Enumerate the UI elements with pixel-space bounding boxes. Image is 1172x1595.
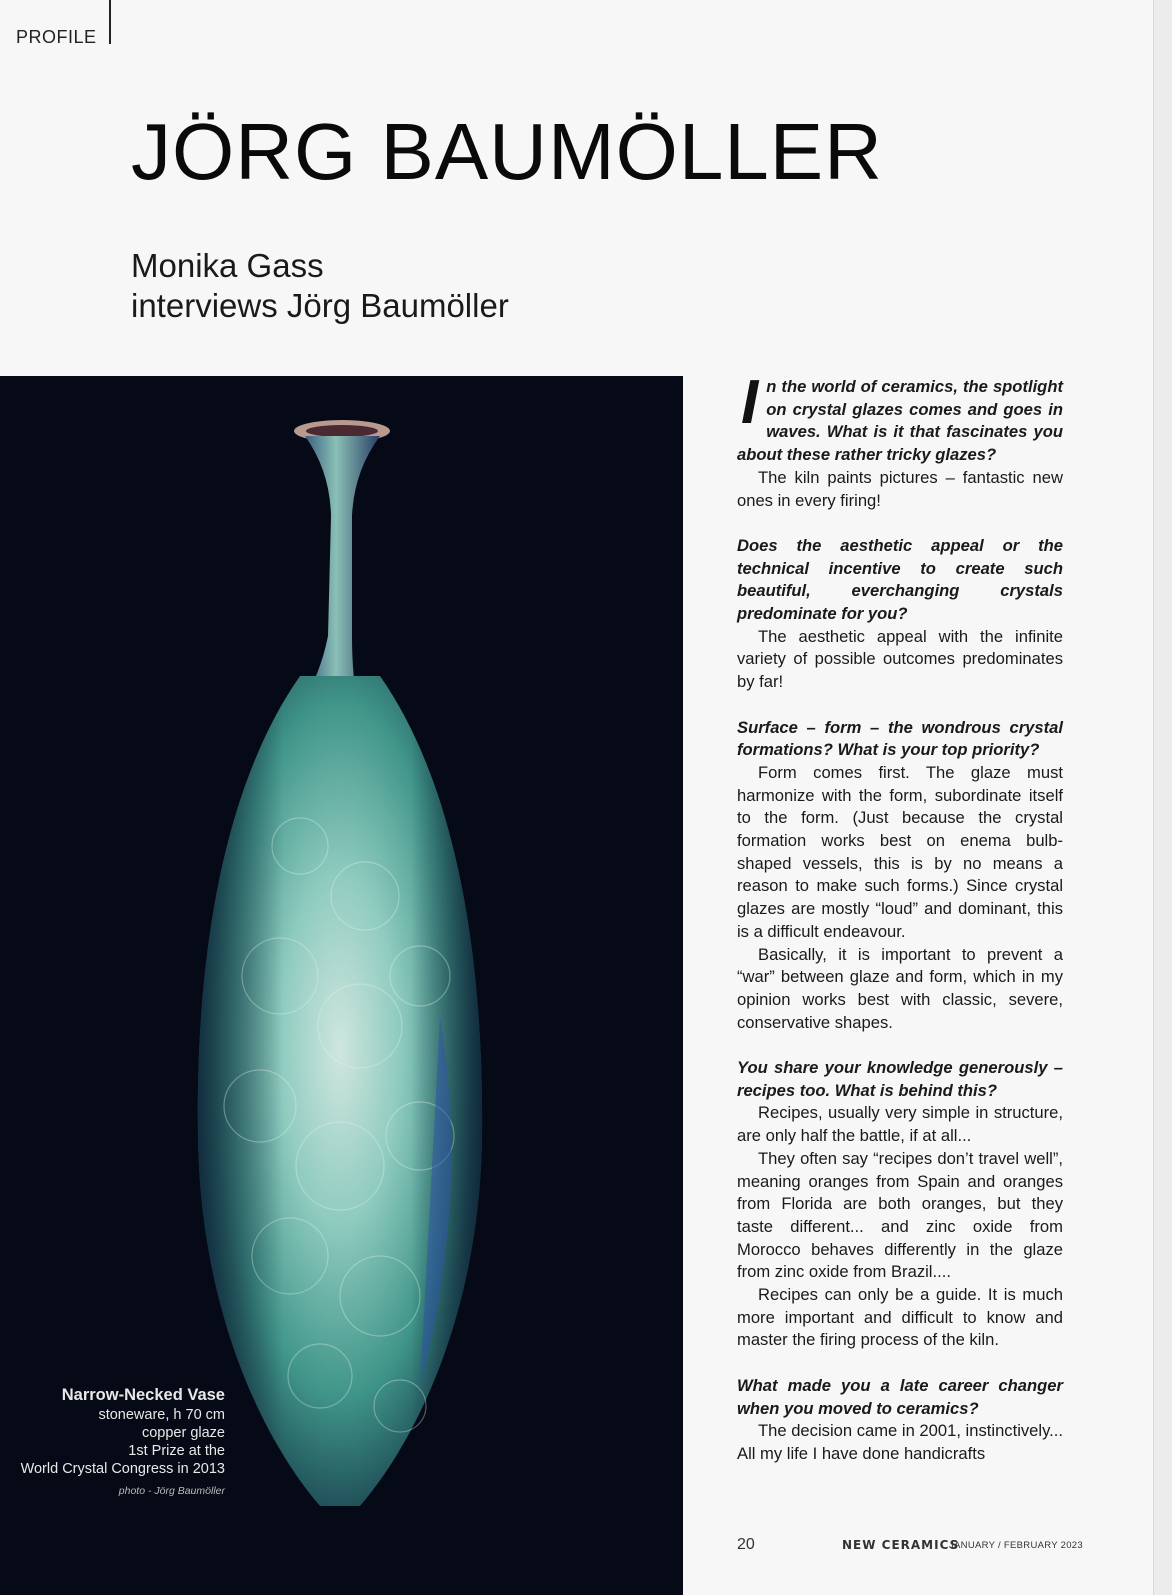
vase-photo — [0, 376, 683, 1595]
drop-cap: I — [741, 368, 759, 437]
vase-neck — [300, 436, 380, 706]
section-label: PROFILE — [16, 27, 97, 47]
section-rule — [109, 0, 111, 44]
magazine-logo: NEW CERAMICS — [842, 1538, 960, 1552]
question: Does the aesthetic appeal or the technical incentive to create such beautiful, everchanging crystals predominate for you? — [737, 535, 1063, 624]
question: You share your knowledge generously – recipes too. What is behind this? — [737, 1058, 1063, 1100]
answer: Recipes, usually very simple in structure, are only half the battle, if at all... — [737, 1103, 1063, 1146]
page-number: 20 — [737, 1536, 755, 1553]
interview-text — [737, 368, 1063, 1466]
caption-line: copper glaze — [141, 1425, 225, 1441]
question: What made you a late career changer when you moved to ceramics? — [737, 1375, 1063, 1418]
answer: The kiln paints pictures – fantastic new ones in every firing! — [737, 467, 1063, 510]
caption-line: stoneware, h 70 cm — [98, 1407, 225, 1423]
byline-author: Monika Gass — [131, 247, 324, 284]
caption-line: 1st Prize at the — [128, 1443, 225, 1459]
answer: They often say “recipes don’t travel well”, meaning oranges from Spain and oranges from Florida are both oranges, but they taste different... and zinc oxide from Morocco behaves differently in the glaze from zinc oxide from Brazil.... — [737, 1148, 1063, 1282]
answer: The aesthetic appeal with the infinite variety of possible outcomes predominates by far! — [737, 626, 1063, 692]
page-edge — [1153, 0, 1172, 1595]
answer: Recipes can only be a guide. It is much more important and difficult to know and master the firing process of the kiln. — [737, 1285, 1063, 1350]
answer: Basically, it is important to prevent a “war” between glaze and form, which in my opinion works best with classic, severe, conservative shapes. — [737, 944, 1063, 1032]
article-title: JÖRG BAUMÖLLER — [131, 107, 883, 196]
caption-title: Narrow-Necked Vase — [61, 1386, 225, 1404]
answer: Form comes first. The glaze must harmonize with the form, subordinate itself to the form. (Just because the crystal formation works best on enema bulb-shaped vessels, this is by no means a reason to make such forms.) Since crystal glazes are mostly “loud” and dominant, this is a difficult endeavour. — [737, 762, 1063, 941]
question: Surface – form – the wondrous crystal formations? What is your top priority? — [737, 717, 1063, 760]
question: In the world of ceramics, the spotlight on crystal glazes comes and goes in waves. What is it that fascinates you about these rather tricky glazes? — [737, 368, 1063, 465]
issue-date: JANUARY / FEBRUARY 2023 — [949, 1540, 1083, 1551]
answer: The decision came in 2001, instinctively... All my life I have done handicrafts — [737, 1421, 1063, 1463]
byline-subtitle: interviews Jörg Baumöller — [131, 287, 509, 324]
photo-caption — [0, 1385, 225, 1500]
photo-credit: photo - Jörg Baumöller — [118, 1485, 225, 1497]
byline — [131, 246, 509, 326]
caption-line: World Crystal Congress in 2013 — [20, 1461, 225, 1477]
